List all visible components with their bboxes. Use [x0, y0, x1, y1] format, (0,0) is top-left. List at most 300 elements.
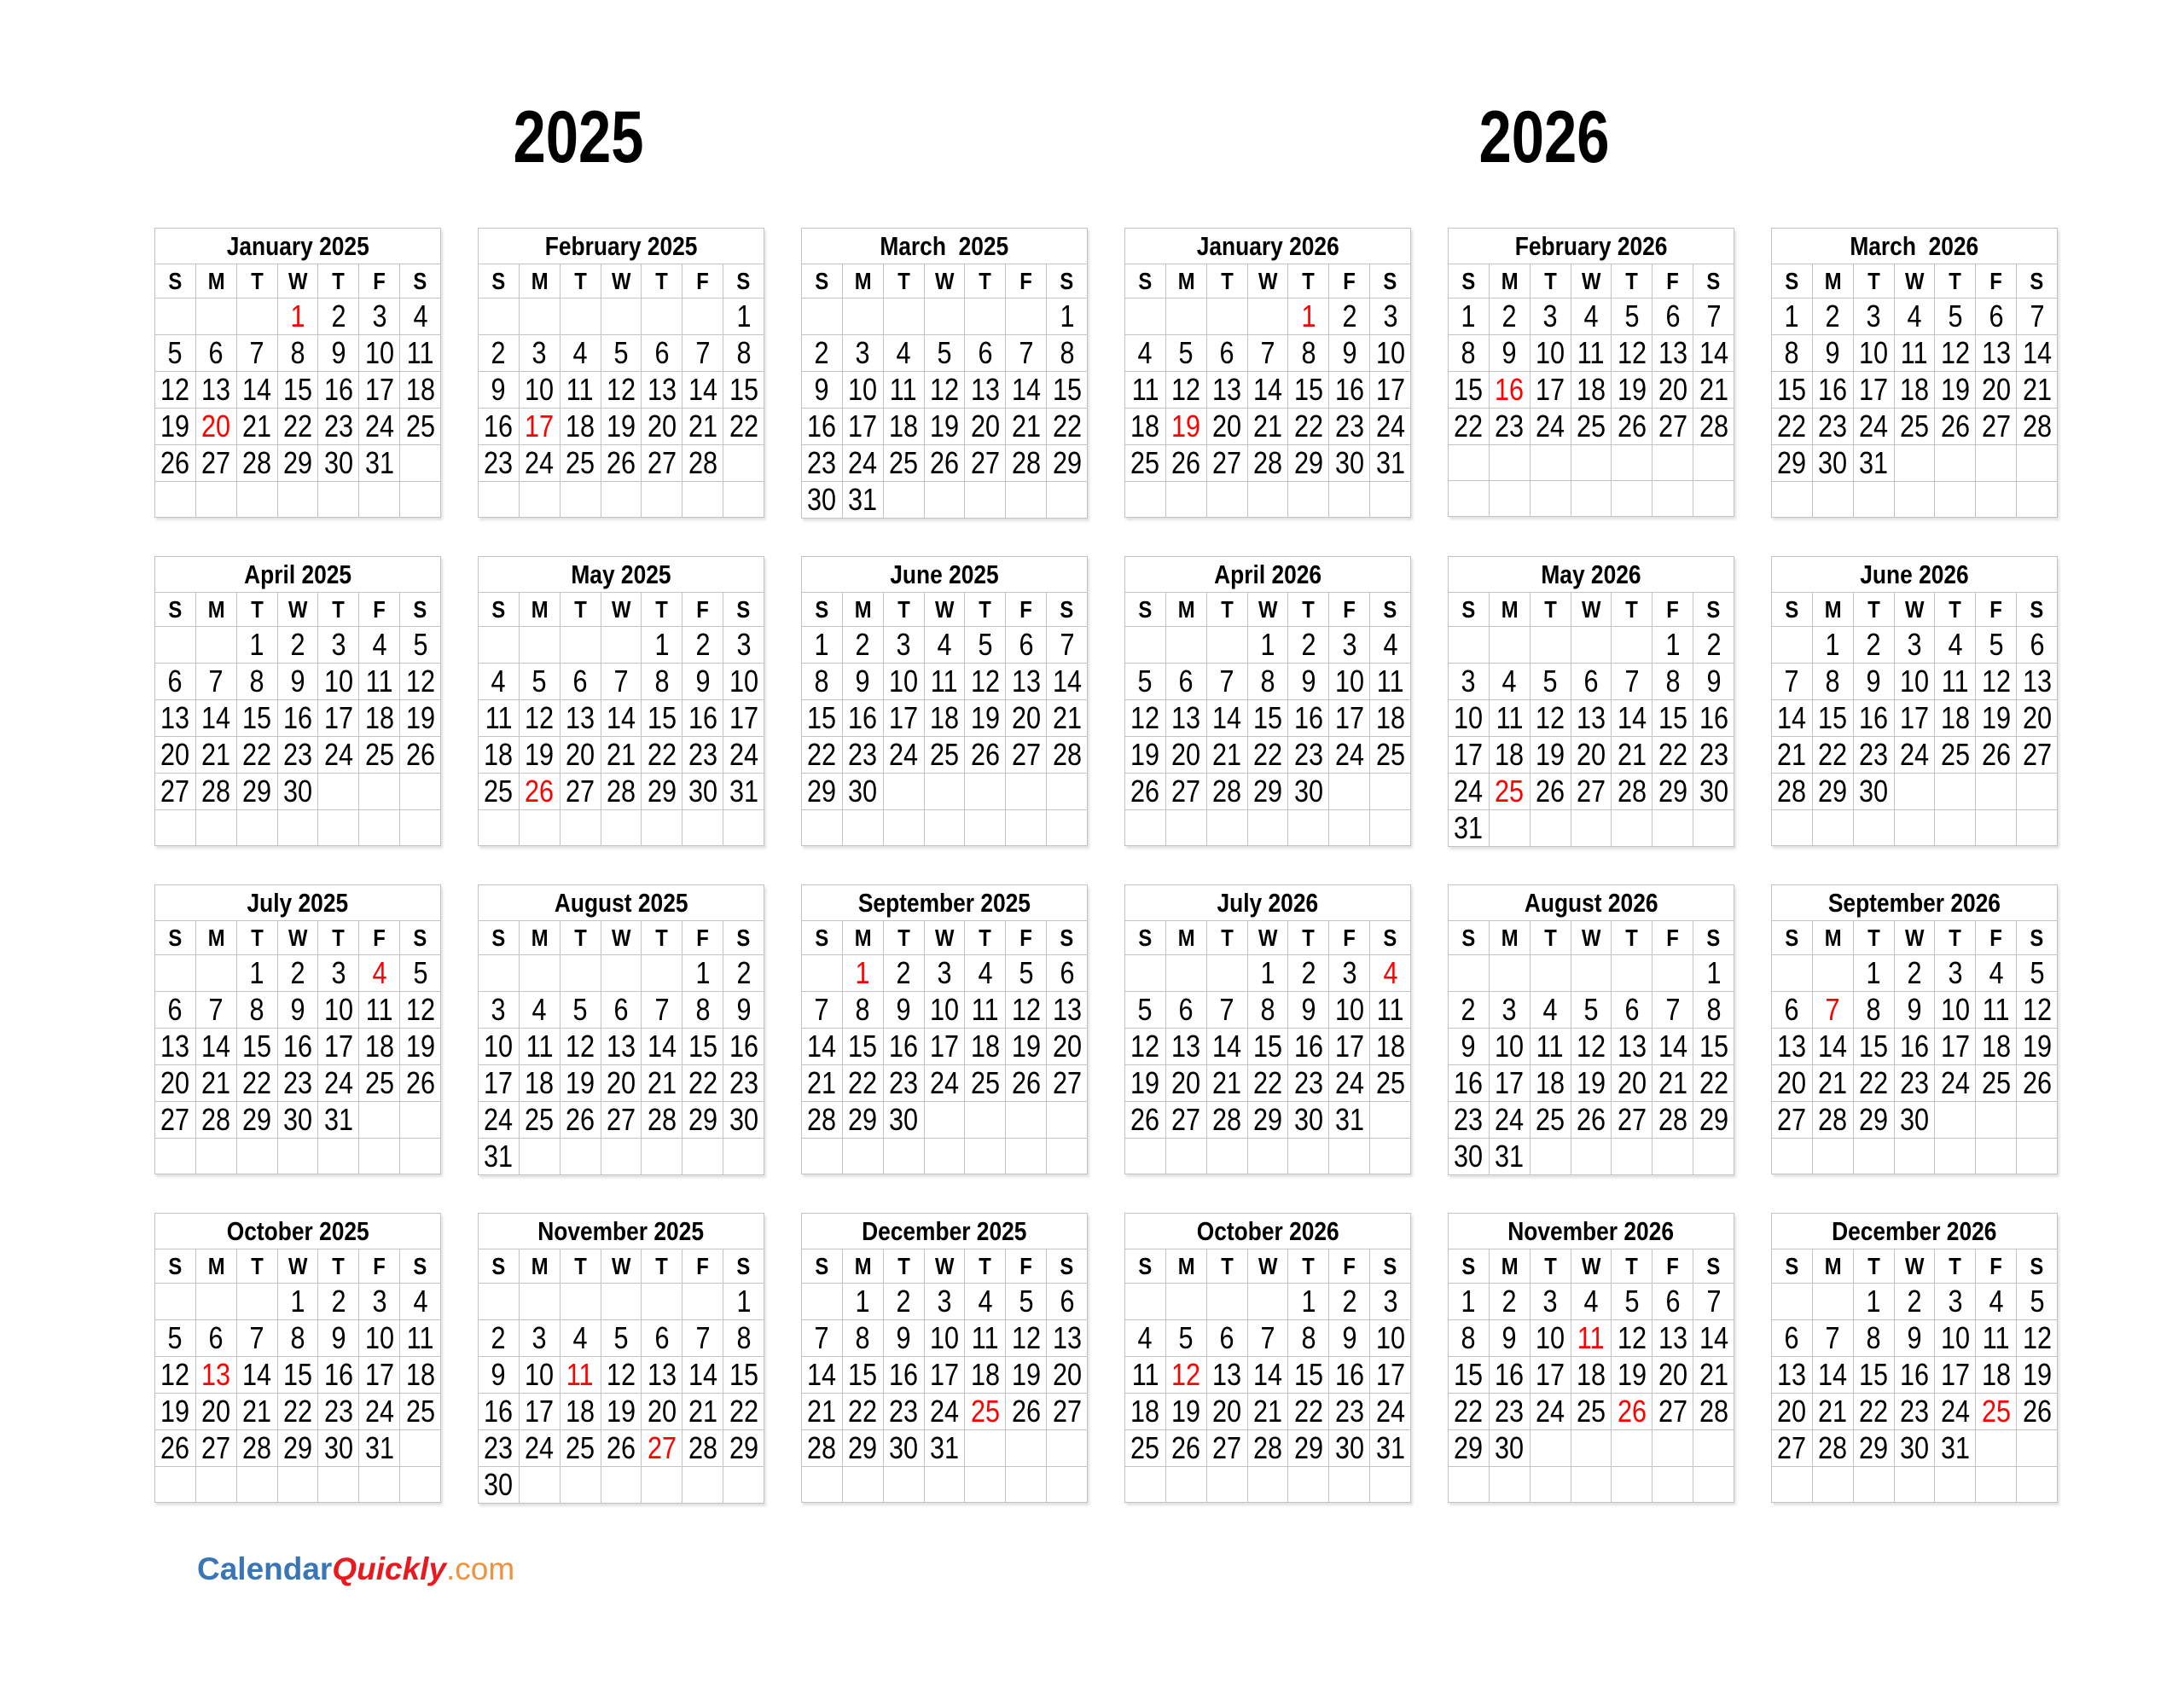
empty-cell: [1449, 955, 1490, 992]
empty-cell: [1653, 445, 1693, 481]
date-cell: 3: [359, 1284, 400, 1320]
week-row: [802, 1029, 1088, 1065]
empty-cell: [1853, 1467, 1894, 1503]
empty-cell: [359, 1139, 400, 1174]
date-cell: 9: [883, 1320, 924, 1357]
week-row: [1449, 1357, 1734, 1394]
week-row: [155, 737, 441, 774]
date-cell: 5: [155, 1320, 196, 1357]
empty-cell: [1976, 482, 2017, 518]
date-cell: 11: [1530, 1029, 1571, 1065]
empty-cell: [1772, 627, 1813, 664]
date-cell: 29: [1653, 774, 1693, 810]
week-row: [802, 482, 1088, 519]
empty-cell: [318, 1139, 359, 1174]
date-cell: 8: [1247, 664, 1288, 700]
week-row: [1449, 1467, 1734, 1503]
date-cell-holiday: 27: [642, 1430, 682, 1467]
date-cell: 9: [1812, 335, 1853, 372]
date-cell: 7: [236, 335, 277, 372]
date-cell: 22: [277, 409, 318, 445]
date-cell: 7: [682, 335, 723, 372]
day-of-week-header: M: [195, 1249, 236, 1284]
week-row: [155, 664, 441, 700]
day-of-week-header: M: [519, 264, 560, 299]
empty-cell: [1653, 810, 1693, 847]
date-cell: 13: [1206, 1357, 1247, 1394]
date-cell: 3: [924, 955, 965, 992]
date-cell: 3: [1935, 955, 1976, 992]
date-cell: 28: [1206, 774, 1247, 810]
empty-cell: [400, 445, 441, 482]
date-cell: 23: [1288, 737, 1329, 774]
month-june-2026: [1771, 556, 2058, 846]
date-cell: 17: [1489, 1065, 1530, 1102]
day-of-week-header: T: [1853, 593, 1894, 627]
date-cell: 5: [1165, 1320, 1206, 1357]
date-cell: 20: [965, 409, 1006, 445]
empty-cell: [1165, 1284, 1206, 1320]
date-cell: 25: [400, 409, 441, 445]
day-of-week-header: S: [2017, 921, 2058, 955]
date-cell: 8: [1449, 335, 1490, 372]
day-of-week-header: S: [155, 264, 196, 299]
date-cell: 11: [479, 700, 520, 737]
date-cell: 11: [400, 335, 441, 372]
date-cell: 26: [155, 1430, 196, 1467]
date-cell: 15: [236, 700, 277, 737]
day-of-week-header: T: [1206, 264, 1247, 299]
date-cell: 18: [400, 1357, 441, 1394]
empty-cell: [723, 810, 764, 846]
week-row: [802, 992, 1088, 1029]
date-cell: 21: [1772, 737, 1813, 774]
date-cell: 21: [1693, 1357, 1734, 1394]
week-row: [155, 1029, 441, 1065]
date-cell: 14: [1612, 700, 1653, 737]
date-cell: 9: [318, 335, 359, 372]
date-cell: 10: [883, 664, 924, 700]
date-cell: 4: [1125, 335, 1166, 372]
month-november-2025: [478, 1213, 764, 1504]
date-cell-holiday: 13: [195, 1357, 236, 1394]
date-cell: 19: [2017, 1357, 2058, 1394]
day-of-week-header: W: [277, 264, 318, 299]
empty-cell: [1247, 299, 1288, 335]
date-cell: 14: [1247, 1357, 1288, 1394]
date-cell: 27: [195, 445, 236, 482]
empty-cell: [1047, 1430, 1088, 1467]
date-cell: 9: [1329, 335, 1370, 372]
date-cell: 15: [1853, 1029, 1894, 1065]
empty-cell: [1772, 1284, 1813, 1320]
day-of-week-header: S: [1047, 921, 1088, 955]
date-cell: 14: [195, 1029, 236, 1065]
day-of-week-header: T: [1612, 921, 1653, 955]
day-of-week-header: M: [195, 921, 236, 955]
empty-cell: [924, 299, 965, 335]
date-cell: 2: [1288, 627, 1329, 664]
empty-cell: [2017, 774, 2058, 810]
date-cell: 12: [155, 372, 196, 409]
month-title: December 2025: [802, 1214, 1088, 1249]
date-cell: 24: [1489, 1102, 1530, 1139]
date-cell: 28: [802, 1430, 843, 1467]
date-cell: 24: [883, 737, 924, 774]
month-title: November 2025: [479, 1214, 764, 1249]
date-cell: 26: [1006, 1394, 1047, 1430]
date-cell: 2: [1449, 992, 1490, 1029]
empty-cell: [479, 1284, 520, 1320]
date-cell-holiday: 11: [560, 1357, 601, 1394]
empty-cell: [560, 299, 601, 335]
week-row: [479, 482, 764, 518]
empty-cell: [195, 1467, 236, 1503]
date-cell: 1: [1812, 627, 1853, 664]
week-row: [802, 627, 1088, 664]
day-of-week-header: W: [601, 264, 642, 299]
date-cell: 15: [1449, 372, 1490, 409]
date-cell: 29: [1288, 1430, 1329, 1467]
empty-cell: [519, 482, 560, 518]
date-cell: 3: [1489, 992, 1530, 1029]
day-of-week-header: M: [519, 593, 560, 627]
date-cell: 21: [682, 409, 723, 445]
date-cell-holiday: 25: [1976, 1394, 2017, 1430]
week-row: [1125, 737, 1411, 774]
day-of-week-header: M: [519, 1249, 560, 1284]
date-cell: 4: [883, 335, 924, 372]
month-title: January 2025: [155, 229, 441, 264]
date-cell: 29: [1772, 445, 1813, 482]
date-cell: 30: [1288, 774, 1329, 810]
date-cell: 17: [1329, 700, 1370, 737]
empty-cell: [1288, 482, 1329, 518]
month-june-2025: [801, 556, 1088, 846]
date-cell: 31: [318, 1102, 359, 1139]
date-cell: 14: [1206, 1029, 1247, 1065]
date-cell: 8: [1812, 664, 1853, 700]
date-cell: 2: [1812, 299, 1853, 335]
date-cell: 27: [1165, 1102, 1206, 1139]
month-march-2025: [801, 228, 1088, 519]
date-cell: 17: [924, 1357, 965, 1394]
empty-cell: [155, 810, 196, 846]
empty-cell: [400, 1139, 441, 1174]
date-cell: 27: [642, 445, 682, 482]
date-cell: 15: [842, 1357, 883, 1394]
date-cell: 12: [1612, 335, 1653, 372]
date-cell: 28: [1693, 1394, 1734, 1430]
empty-cell: [479, 955, 520, 992]
day-of-week-header: S: [1449, 593, 1490, 627]
date-cell: 22: [1449, 1394, 1490, 1430]
date-cell: 25: [965, 1065, 1006, 1102]
date-cell: 13: [560, 700, 601, 737]
empty-cell: [965, 1430, 1006, 1467]
day-of-week-header: S: [1125, 921, 1166, 955]
day-of-week-header: M: [842, 264, 883, 299]
date-cell: 23: [479, 1430, 520, 1467]
date-cell: 21: [1006, 409, 1047, 445]
empty-cell: [1976, 774, 2017, 810]
date-cell: 11: [883, 372, 924, 409]
date-cell: 5: [400, 955, 441, 992]
date-cell: 5: [1125, 664, 1166, 700]
empty-cell: [1165, 955, 1206, 992]
date-cell: 18: [359, 1029, 400, 1065]
date-cell: 30: [1693, 774, 1734, 810]
date-cell: 25: [519, 1102, 560, 1139]
month-title: August 2025: [479, 885, 764, 921]
empty-cell: [1125, 955, 1166, 992]
empty-cell: [1165, 810, 1206, 846]
day-of-week-header: F: [1653, 264, 1693, 299]
date-cell-holiday: 19: [1165, 409, 1206, 445]
date-cell: 10: [1370, 335, 1411, 372]
date-cell: 6: [1206, 335, 1247, 372]
empty-cell: [359, 482, 400, 518]
week-row: [1772, 1357, 2058, 1394]
date-cell: 18: [1935, 700, 1976, 737]
date-cell: 30: [1853, 774, 1894, 810]
empty-cell: [1530, 1430, 1571, 1467]
month-january-2026: [1124, 228, 1411, 518]
empty-cell: [1125, 810, 1166, 846]
date-cell: 5: [1571, 992, 1612, 1029]
week-row: [802, 409, 1088, 445]
date-cell: 9: [1894, 992, 1935, 1029]
date-cell: 20: [1165, 1065, 1206, 1102]
empty-cell: [965, 810, 1006, 846]
date-cell: 19: [601, 1394, 642, 1430]
day-of-week-header: S: [1693, 264, 1734, 299]
empty-cell: [642, 1139, 682, 1175]
day-of-week-header: M: [1165, 593, 1206, 627]
date-cell: 21: [195, 737, 236, 774]
empty-cell: [883, 482, 924, 519]
date-cell: 2: [802, 335, 843, 372]
day-of-week-header: F: [1006, 593, 1047, 627]
date-cell: 23: [883, 1065, 924, 1102]
day-of-week-header: W: [601, 593, 642, 627]
empty-cell: [802, 1467, 843, 1503]
empty-cell: [1976, 1102, 2017, 1139]
date-cell: 3: [1530, 1284, 1571, 1320]
date-cell: 30: [277, 1102, 318, 1139]
empty-cell: [642, 1467, 682, 1504]
date-cell: 5: [601, 1320, 642, 1357]
date-cell: 12: [1571, 1029, 1612, 1065]
date-cell: 8: [1449, 1320, 1490, 1357]
date-cell: 24: [1530, 409, 1571, 445]
date-cell: 22: [723, 409, 764, 445]
empty-cell: [560, 810, 601, 846]
empty-cell: [1329, 482, 1370, 518]
month-october-2025: [154, 1213, 441, 1503]
date-cell: 12: [601, 1357, 642, 1394]
date-cell: 30: [802, 482, 843, 519]
date-cell: 19: [1612, 1357, 1653, 1394]
date-cell: 17: [842, 409, 883, 445]
day-of-week-header: T: [642, 264, 682, 299]
date-cell: 6: [1772, 992, 1813, 1029]
day-of-week-header: T: [642, 921, 682, 955]
date-cell: 8: [236, 992, 277, 1029]
week-row: [802, 445, 1088, 482]
empty-cell: [560, 627, 601, 664]
empty-cell: [642, 1284, 682, 1320]
day-of-week-header: F: [1006, 921, 1047, 955]
day-of-week-header: F: [1329, 921, 1370, 955]
week-row: [802, 335, 1088, 372]
date-cell: 17: [1935, 1029, 1976, 1065]
day-of-week-header: M: [1489, 593, 1530, 627]
empty-cell: [1370, 810, 1411, 846]
date-cell: 23: [842, 737, 883, 774]
week-row: [1125, 445, 1411, 482]
date-cell: 14: [1653, 1029, 1693, 1065]
date-cell: 7: [1612, 664, 1653, 700]
empty-cell: [1449, 1467, 1490, 1503]
week-row: [479, 409, 764, 445]
date-cell: 29: [1247, 774, 1288, 810]
day-of-week-header: W: [924, 593, 965, 627]
footer-logo-link[interactable]: [197, 1552, 514, 1587]
empty-cell: [195, 482, 236, 518]
date-cell: 23: [318, 409, 359, 445]
date-cell: 7: [802, 1320, 843, 1357]
date-cell: 12: [1165, 372, 1206, 409]
day-of-week-header: W: [1247, 264, 1288, 299]
date-cell: 18: [1571, 372, 1612, 409]
date-cell: 24: [1935, 1065, 1976, 1102]
date-cell-holiday: 1: [1288, 299, 1329, 335]
date-cell: 29: [1812, 774, 1853, 810]
date-cell: 8: [682, 992, 723, 1029]
empty-cell: [400, 1430, 441, 1467]
date-cell: 30: [1329, 1430, 1370, 1467]
date-cell: 29: [277, 445, 318, 482]
empty-cell: [318, 810, 359, 846]
date-cell: 24: [1894, 737, 1935, 774]
date-cell: 7: [802, 992, 843, 1029]
empty-cell: [560, 1284, 601, 1320]
date-cell: 10: [318, 992, 359, 1029]
day-of-week-header: F: [359, 921, 400, 955]
date-cell: 27: [155, 1102, 196, 1139]
date-cell: 7: [195, 664, 236, 700]
date-cell: 16: [802, 409, 843, 445]
date-cell: 31: [1370, 1430, 1411, 1467]
date-cell: 29: [1247, 1102, 1288, 1139]
date-cell: 14: [642, 1029, 682, 1065]
week-row: [1125, 299, 1411, 335]
week-row: [1449, 1065, 1734, 1102]
date-cell: 13: [1653, 1320, 1693, 1357]
date-cell: 15: [723, 372, 764, 409]
date-cell: 25: [883, 445, 924, 482]
day-of-week-header: S: [155, 1249, 196, 1284]
date-cell: 24: [924, 1394, 965, 1430]
month-may-2025: [478, 556, 764, 846]
empty-cell: [2017, 1430, 2058, 1467]
date-cell: 9: [277, 664, 318, 700]
empty-cell: [723, 445, 764, 482]
week-row: [1449, 1320, 1734, 1357]
date-cell: 2: [1894, 1284, 1935, 1320]
date-cell: 14: [802, 1357, 843, 1394]
date-cell: 8: [1247, 992, 1288, 1029]
date-cell: 18: [1125, 409, 1166, 445]
date-cell: 5: [1530, 664, 1571, 700]
date-cell: 19: [155, 409, 196, 445]
date-cell: 1: [642, 627, 682, 664]
day-of-week-header: S: [1047, 264, 1088, 299]
date-cell: 10: [1329, 664, 1370, 700]
date-cell: 7: [1047, 627, 1088, 664]
day-of-week-header: S: [802, 264, 843, 299]
day-of-week-header: T: [1530, 593, 1571, 627]
week-row: [155, 409, 441, 445]
date-cell: 4: [400, 299, 441, 335]
date-cell: 7: [2017, 299, 2058, 335]
day-of-week-header: T: [560, 921, 601, 955]
date-cell: 11: [1370, 992, 1411, 1029]
week-row: [1125, 992, 1411, 1029]
date-cell: 9: [1853, 664, 1894, 700]
date-cell: 17: [318, 1029, 359, 1065]
week-row: [1449, 409, 1734, 445]
empty-cell: [1125, 482, 1166, 518]
empty-cell: [519, 1467, 560, 1504]
month-title: September 2025: [802, 885, 1088, 921]
date-cell: 30: [723, 1102, 764, 1139]
date-cell: 29: [1853, 1430, 1894, 1467]
empty-cell: [400, 1467, 441, 1503]
date-cell: 2: [1329, 299, 1370, 335]
date-cell: 4: [1976, 955, 2017, 992]
empty-cell: [1894, 810, 1935, 846]
date-cell: 12: [400, 664, 441, 700]
week-row: [155, 1467, 441, 1503]
logo-text-quickly: Quickly: [332, 1551, 447, 1586]
date-cell: 8: [842, 1320, 883, 1357]
date-cell: 23: [277, 737, 318, 774]
date-cell: 27: [1206, 1430, 1247, 1467]
date-cell: 22: [842, 1394, 883, 1430]
day-of-week-header: T: [236, 593, 277, 627]
date-cell: 25: [400, 1394, 441, 1430]
calendar-grid: [154, 228, 2058, 1504]
date-cell: 18: [1370, 1029, 1411, 1065]
date-cell: 20: [1206, 409, 1247, 445]
date-cell: 3: [359, 299, 400, 335]
week-row: [1772, 700, 2058, 737]
month-title: May 2026: [1449, 557, 1734, 593]
date-cell: 10: [842, 372, 883, 409]
date-cell: 19: [1571, 1065, 1612, 1102]
day-of-week-header: W: [1247, 593, 1288, 627]
empty-cell: [1612, 810, 1653, 847]
week-row: [802, 1065, 1088, 1102]
date-cell: 3: [1449, 664, 1490, 700]
date-cell: 8: [277, 335, 318, 372]
week-row: [1449, 774, 1734, 810]
logo-text-calendar: Calendar: [197, 1551, 333, 1586]
empty-cell: [1571, 810, 1612, 847]
day-of-week-header: S: [1047, 1249, 1088, 1284]
